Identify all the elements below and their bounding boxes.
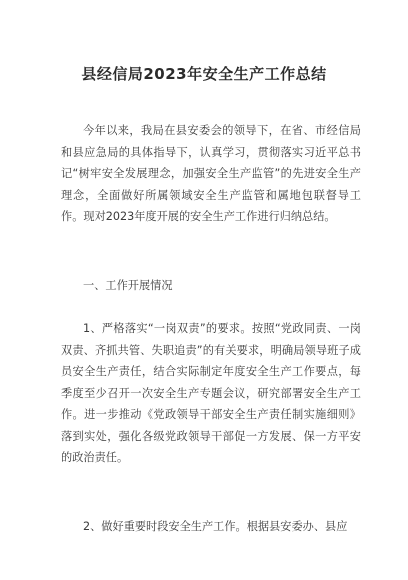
item-2-paragraph: 2、做好重要时段安全生产工作。根据县安委办、县应 [83, 520, 348, 533]
item-1-paragraph: 1、严格落实“一岗双责”的要求。按照“党政同责、一岗双责、齐抓共管、失职追责”的有关要求，明确局领导班子成员安全生产责任，结合实际制定年度安全生产工作要点，每季度至少召开一次安全生产专题会议，研究部署安全生产工作。进一步推动《党政领导干部安全生产责任制实施细则》落到实处，强化各级党政领导干部促一方发展、保一方平安的政治责任。 [61, 322, 361, 464]
intro-paragraph: 今年以来，我局在县安委会的领导下，在省、市经信局和县应急局的具体指导下，认真学习，贯彻落实习近平总书记“树牢安全发展理念，加强安全生产监管”的先进安全生产理念，全面做好所属领域安全生产监管和属地包联督导工作。现对2023年度开展的安全生产工作进行归纳总结。 [61, 124, 361, 223]
document-title: 县经信局2023年安全生产工作总结 [81, 65, 327, 83]
section-heading: 一、工作开展情况 [83, 279, 173, 292]
